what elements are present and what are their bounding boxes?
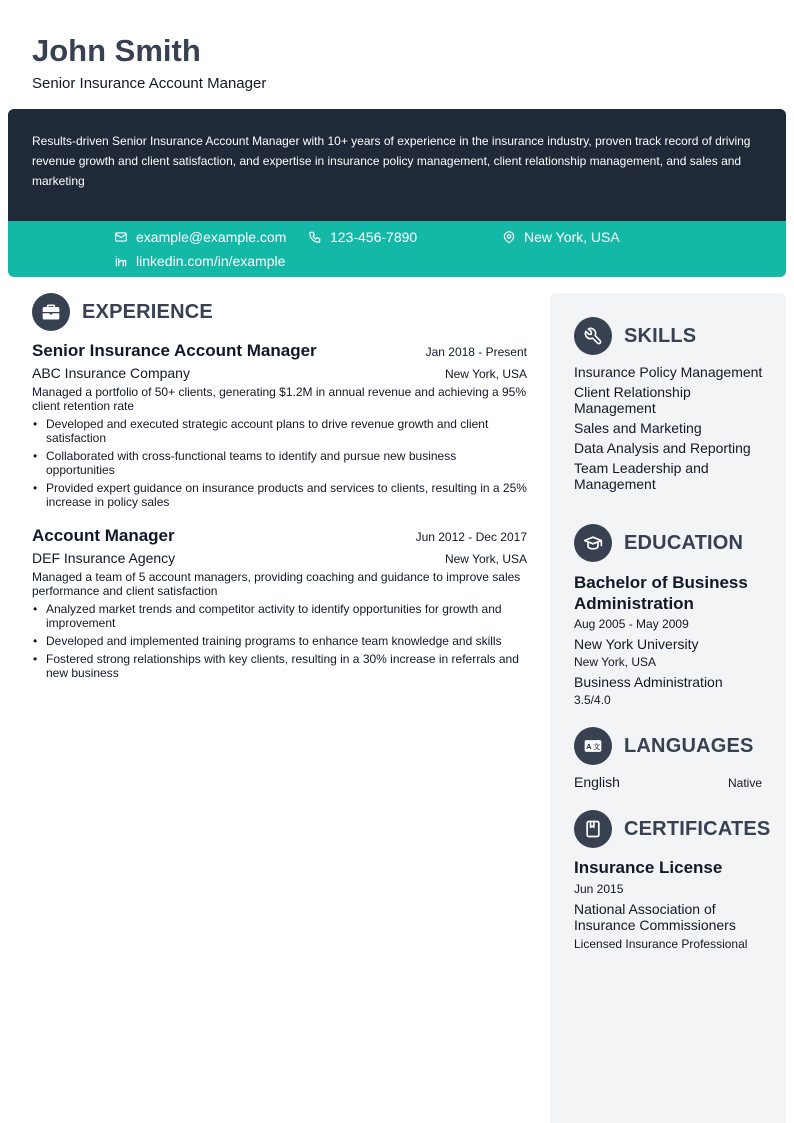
certificate-name: Insurance License bbox=[574, 858, 723, 877]
job-location: New York, USA bbox=[444, 552, 527, 566]
education-title: EDUCATION bbox=[624, 531, 744, 554]
map-pin-icon bbox=[502, 230, 516, 244]
education-location: New York, USA bbox=[574, 655, 657, 669]
skill-item: Insurance Policy Management bbox=[574, 364, 763, 380]
job-bullet: • Fostered strong relationships with key clients, resulting in a 30% increase in referrals and new business bbox=[32, 652, 527, 680]
certificates-heading bbox=[574, 810, 770, 848]
skill-item: Sales and Marketing bbox=[574, 420, 702, 436]
job-bullet: • Analyzed market trends and competitor activity to identify opportunities for growth and improvement bbox=[32, 602, 527, 630]
candidate-name: John Smith bbox=[32, 33, 201, 68]
job-company: ABC Insurance Company bbox=[32, 365, 190, 381]
certificate-issuer: National Association of Insurance Commissioners bbox=[574, 901, 736, 933]
bookmark-book-icon bbox=[583, 819, 603, 839]
contact-phone-text: 123-456-7890 bbox=[330, 229, 418, 245]
languages-icon-badge bbox=[574, 727, 612, 765]
resume-header bbox=[32, 34, 266, 93]
summary-panel bbox=[8, 109, 786, 221]
phone-icon bbox=[308, 230, 322, 244]
mail-icon bbox=[114, 230, 128, 244]
skills-title: SKILLS bbox=[624, 324, 697, 347]
language-name: English bbox=[574, 774, 620, 790]
experience-title: EXPERIENCE bbox=[82, 300, 213, 323]
job-title: Account Manager bbox=[32, 526, 175, 545]
education-field: Business Administration bbox=[574, 674, 723, 690]
languages-title: LANGUAGES bbox=[624, 734, 754, 757]
svg-text:A: A bbox=[586, 742, 592, 751]
skill-item: Data Analysis and Reporting bbox=[574, 440, 751, 456]
language-item bbox=[574, 774, 762, 790]
education-heading bbox=[574, 524, 743, 562]
job-location: New York, USA bbox=[444, 367, 527, 381]
education-degree: Bachelor of Business Administration bbox=[574, 573, 748, 613]
job-description: Managed a team of 5 account managers, providing coaching and guidance to improve sales performance and client satisfaction bbox=[32, 570, 521, 598]
translate-icon bbox=[583, 736, 603, 756]
graduation-cap-icon bbox=[583, 533, 603, 553]
candidate-title: Senior Insurance Account Manager bbox=[32, 75, 267, 92]
svg-text:文: 文 bbox=[593, 742, 601, 751]
wrench-icon bbox=[583, 326, 603, 346]
certificates-icon-badge bbox=[574, 810, 612, 848]
job-dates: Jan 2018 - Present bbox=[425, 345, 527, 359]
job-company: DEF Insurance Agency bbox=[32, 550, 176, 566]
linkedin-icon bbox=[114, 254, 128, 268]
job-entry bbox=[32, 341, 527, 513]
skills-heading bbox=[574, 317, 696, 355]
experience-icon-badge bbox=[32, 293, 70, 331]
summary-text: Results-driven Senior Insurance Account Manager with 10+ years of experience in the insurance industry, proven track record of driving revenue growth and client satisfaction, and expertise in insurance policy management, client relationship management, and sales and marketing bbox=[32, 134, 751, 188]
contact-location bbox=[502, 227, 620, 247]
skill-item: Client Relationship Management bbox=[574, 384, 691, 416]
certificate-entry bbox=[574, 858, 764, 951]
education-icon-badge bbox=[574, 524, 612, 562]
education-dates: Aug 2005 - May 2009 bbox=[574, 617, 689, 631]
skill-item: Team Leadership and Management bbox=[574, 460, 709, 492]
job-bullet: • Provided expert guidance on insurance products and services to clients, resulting in a 25% increase in policy sales bbox=[32, 481, 527, 509]
languages-heading bbox=[574, 727, 754, 765]
job-bullets bbox=[32, 417, 527, 509]
job-title: Senior Insurance Account Manager bbox=[32, 341, 317, 360]
job-bullet: • Collaborated with cross-functional teams to identify and pursue new business opportunities bbox=[32, 449, 527, 477]
job-bullets bbox=[32, 602, 527, 680]
education-gpa: 3.5/4.0 bbox=[574, 693, 611, 707]
certificates-title: CERTIFICATES bbox=[624, 817, 771, 840]
job-dates: Jun 2012 - Dec 2017 bbox=[415, 530, 527, 544]
contact-linkedin[interactable] bbox=[114, 251, 285, 271]
job-bullet: • Developed and executed strategic account plans to drive revenue growth and client satisfaction bbox=[32, 417, 527, 445]
contact-bar bbox=[8, 221, 786, 277]
job-bullet: • Developed and implemented training programs to enhance team knowledge and skills bbox=[32, 634, 527, 648]
certificate-note: Licensed Insurance Professional bbox=[574, 937, 748, 951]
skills-list bbox=[574, 364, 764, 496]
job-description: Managed a portfolio of 50+ clients, generating $1.2M in annual revenue and achieving a 95% client retention rate bbox=[32, 385, 527, 413]
contact-location-text: New York, USA bbox=[524, 229, 620, 245]
language-level: Native bbox=[727, 776, 762, 790]
education-school: New York University bbox=[574, 636, 699, 652]
job-entry bbox=[32, 526, 527, 684]
experience-heading bbox=[32, 293, 213, 331]
contact-email-text: example@example.com bbox=[136, 229, 287, 245]
skills-icon-badge bbox=[574, 317, 612, 355]
briefcase-icon bbox=[41, 302, 61, 322]
contact-linkedin-text: linkedin.com/in/example bbox=[136, 253, 286, 269]
education-entry bbox=[574, 572, 764, 707]
contact-email[interactable] bbox=[114, 227, 286, 247]
certificate-date: Jun 2015 bbox=[574, 882, 624, 896]
contact-phone[interactable] bbox=[308, 227, 417, 247]
